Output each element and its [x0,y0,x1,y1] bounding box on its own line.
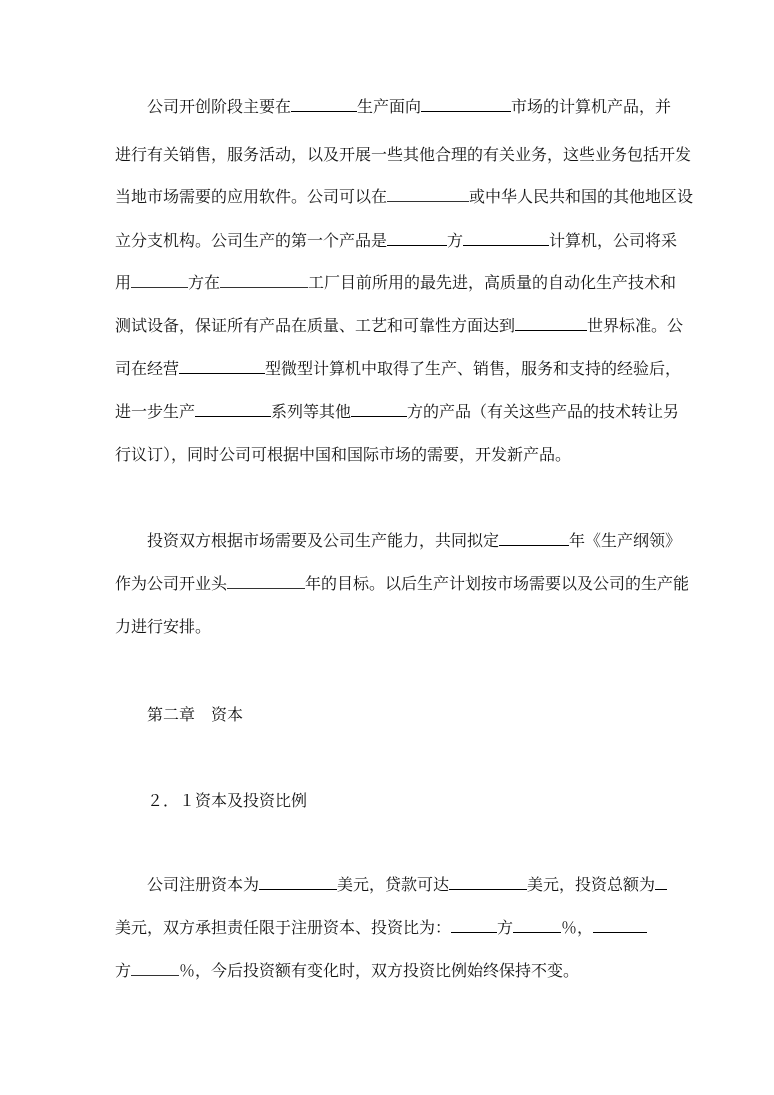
fill-in-blank[interactable] [499,531,569,546]
fill-in-blank[interactable] [655,875,667,890]
text: 方 [497,918,514,937]
p1-line-7 [115,357,681,381]
fill-in-blank[interactable] [351,402,407,417]
fill-in-blank[interactable] [449,875,527,890]
text: 行议订），同时公司可根据中国和国际市场的需要，开发新产品。 [115,445,572,464]
text: 作为公司开业头 [115,574,228,593]
text: 公司注册资本为 [147,875,260,894]
chapter-heading [147,703,243,727]
fill-in-blank[interactable] [259,875,337,890]
text: ２．１资本及投资比例 [147,791,308,810]
text: 投资双方根据市场需要及公司生产能力，共同拟定 [147,531,500,550]
text: 力进行安排。 [115,617,212,636]
text: 或中华人民共和国的其他地区设 [469,187,694,206]
p1-line-1 [147,95,671,119]
p3-line-1 [147,873,667,897]
text: ％，今后投资额有变化时，双方投资比例始终保持不变。 [179,961,580,980]
p3-line-3 [115,959,579,983]
text: 方的产品（有关这些产品的技术转让另 [407,402,680,421]
fill-in-blank[interactable] [463,231,549,246]
fill-in-blank[interactable] [451,918,497,933]
text: 生产面向 [357,97,422,116]
text: 司在经营 [115,359,180,378]
p2-line-1 [147,529,681,553]
fill-in-blank[interactable] [387,231,447,246]
fill-in-blank[interactable] [421,97,511,112]
fill-in-blank[interactable] [387,187,469,202]
text: 美元，贷款可达 [337,875,450,894]
p1-line-4 [115,229,677,253]
fill-in-blank[interactable] [515,316,587,331]
fill-in-blank[interactable] [131,961,179,976]
text: 进行有关销售，服务活动，以及开展一些其他合理的有关业务，这些业务包括开发 [115,145,692,164]
p2-line-2 [115,572,689,596]
text: ％， [561,918,594,937]
fill-in-blank[interactable] [291,97,357,112]
text: 第二章 资本 [147,705,244,724]
p1-line-5 [115,271,676,295]
p1-line-6 [115,314,683,338]
text: 世界标准。公 [587,316,684,335]
text: 系列等其他 [271,402,352,421]
fill-in-blank[interactable] [131,273,188,288]
text: 型微型计算机中取得了生产、销售，服务和支持的经验后， [265,359,682,378]
text: 工厂目前所用的最先进，高质量的自动化生产技术和 [308,273,677,292]
p2-line-3 [115,615,211,639]
text: 方 [115,961,132,980]
text: 年《生产纲领》 [569,531,682,550]
text: 进一步生产 [115,402,196,421]
text: 计算机，公司将采 [549,231,678,250]
text: 方在 [188,273,221,292]
fill-in-blank[interactable] [179,359,265,374]
text: 公司开创阶段主要在 [147,97,292,116]
text: 年的目标。以后生产计划按市场需要以及公司的生产能 [305,574,690,593]
section-heading [147,789,307,813]
fill-in-blank[interactable] [593,918,647,933]
text: 立分支机构。公司生产的第一个产品是 [115,231,388,250]
fill-in-blank[interactable] [227,574,305,589]
fill-in-blank[interactable] [220,273,308,288]
text: 用 [115,273,132,292]
text: 市场的计算机产品，并 [511,97,672,116]
text: 测试设备，保证所有产品在质量、工艺和可靠性方面达到 [115,316,516,335]
fill-in-blank[interactable] [195,402,271,417]
fill-in-blank[interactable] [513,918,561,933]
text: 美元，投资总额为 [527,875,656,894]
p1-line-2 [115,143,691,167]
text: 美元，双方承担责任限于注册资本、投资比为： [115,918,452,937]
text: 方 [447,231,464,250]
p3-line-2 [115,916,647,940]
text: 当地市场需要的应用软件。公司可以在 [115,187,388,206]
p1-line-3 [115,185,693,209]
p1-line-8 [115,400,679,424]
p1-line-9 [115,443,571,467]
